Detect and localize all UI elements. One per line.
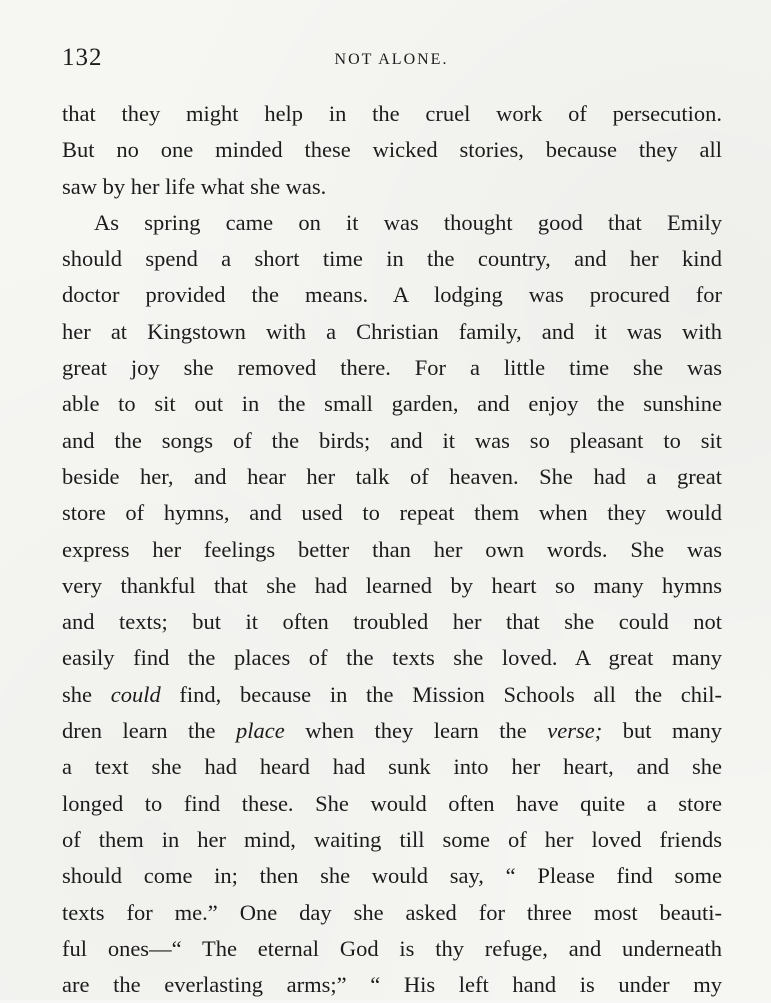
text-line [62, 314, 722, 350]
text-segment: texts for me.” One day she asked for three most beauti- [62, 899, 722, 925]
text-segment: should come in; then she would say, “ Please find some [62, 863, 722, 889]
text-segment: longed to find these. She would often have quite a store [62, 790, 722, 816]
text-line [62, 350, 722, 386]
text-segment: great joy she removed there. For a little time she was [62, 355, 722, 381]
text-line [62, 132, 722, 168]
text-segment: beside her, and hear her talk of heaven. She had a great [62, 463, 722, 489]
page-number: 132 [62, 44, 103, 71]
text-line [62, 96, 722, 132]
text-segment: find, because in the Mission Schools all the chil- [160, 681, 723, 707]
text-line [62, 822, 722, 858]
text-segment: But no one minded these wicked stories, because they all [62, 137, 722, 163]
text-segment: should spend a short time in the country, and her kind [62, 246, 722, 272]
text-line [62, 386, 722, 422]
text-segment: a text she had heard had sunk into her heart, and she [62, 754, 722, 780]
text-line [62, 532, 722, 568]
text-segment: store of hymns, and used to repeat them when they would [62, 500, 722, 526]
text-line [62, 169, 722, 205]
text-segment: are the everlasting arms;” “ His left hand is under my [62, 972, 722, 998]
text-line [62, 459, 722, 495]
body-text [62, 96, 722, 1003]
italic-text: could [110, 681, 161, 707]
text-line [62, 858, 722, 894]
running-title: NOT ALONE. [334, 51, 449, 68]
text-segment: As spring came on it was thought good that Emily [94, 209, 722, 235]
text-segment: easily find the places of the texts she loved. A great many [62, 645, 722, 671]
text-line [62, 749, 722, 785]
text-segment: her at Kingstown with a Christian family, and it was with [62, 318, 722, 344]
text-segment: of them in her mind, waiting till some of her loved friends [62, 826, 722, 852]
text-line [62, 241, 722, 277]
text-segment: she [62, 681, 111, 707]
text-segment: and texts; but it often troubled her that she could not [62, 609, 722, 635]
text-line [62, 604, 722, 640]
text-segment: express her feelings better than her own words. She was [62, 536, 722, 562]
text-segment: dren learn the [62, 718, 236, 744]
text-segment: but many [602, 718, 722, 744]
text-line [62, 895, 722, 931]
text-line [62, 713, 722, 749]
page-header [62, 44, 721, 78]
text-segment: ful ones—“ The eternal God is thy refuge, and underneath [62, 935, 722, 961]
text-segment: very thankful that she had learned by heart so many hymns [62, 572, 722, 598]
text-line [62, 568, 722, 604]
text-line [62, 423, 722, 459]
italic-text: place [236, 718, 285, 744]
text-line [62, 786, 722, 822]
text-segment: and the songs of the birds; and it was so pleasant to sit [62, 427, 722, 453]
italic-text: verse; [547, 718, 603, 744]
text-line [62, 677, 722, 713]
text-line [62, 967, 722, 1003]
text-line [62, 931, 722, 967]
text-line [62, 205, 722, 241]
text-segment: doctor provided the means. A lodging was procured for [62, 282, 722, 308]
text-segment: able to sit out in the small garden, and enjoy the sunshine [62, 391, 722, 417]
text-line [62, 640, 722, 676]
text-segment: when they learn the [284, 718, 548, 744]
text-line [62, 495, 722, 531]
text-line [62, 277, 722, 313]
text-segment: that they might help in the cruel work of persecution. [62, 101, 722, 126]
text-segment: saw by her life what she was. [62, 173, 327, 199]
